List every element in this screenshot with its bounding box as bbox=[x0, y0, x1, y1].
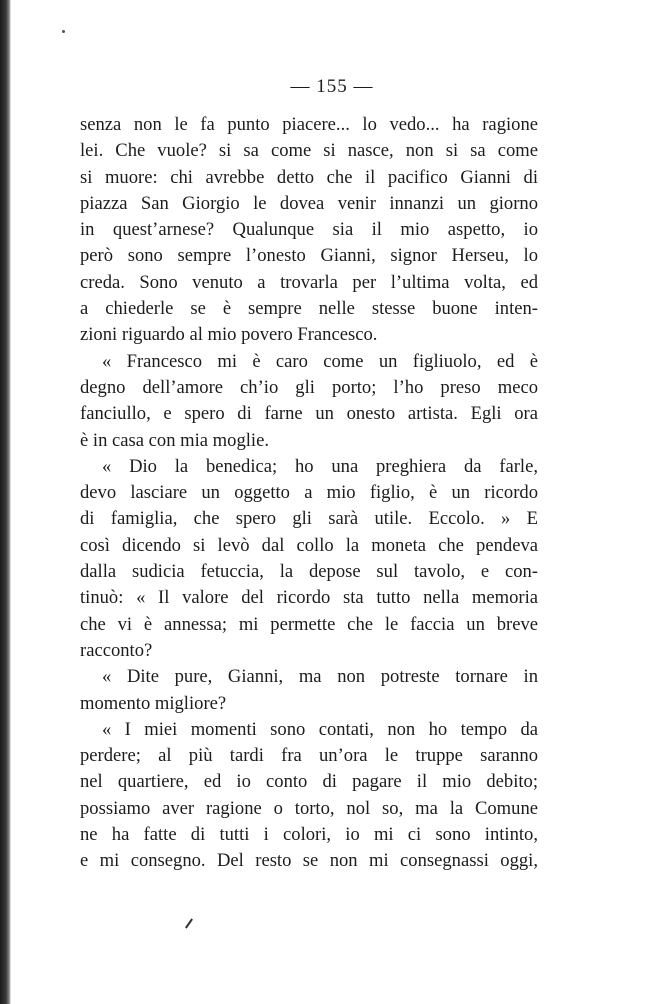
stray-ink-mark bbox=[185, 918, 193, 928]
page-binding-shadow bbox=[0, 0, 11, 1004]
paper-speck bbox=[62, 30, 65, 33]
text-line: fanciullo, e spero di farne un onesto artista. Egli ora bbox=[80, 403, 538, 425]
text-line: lei. Che vuole? si sa come si nasce, non si sa come bbox=[80, 140, 538, 162]
text-line: degno dell’amore ch’io gli porto; l’ho preso meco bbox=[80, 376, 538, 398]
text-line: a chiederle se è sempre nelle stesse buone inten- bbox=[80, 298, 538, 320]
text-line: « Francesco mi è caro come un figliuolo, ed è bbox=[102, 350, 538, 372]
body-text bbox=[80, 112, 538, 875]
text-line: che vi è annessa; mi permette che le faccia un breve bbox=[80, 613, 538, 635]
text-line: è in casa con mia moglie. bbox=[80, 429, 269, 451]
text-line: senza non le fa punto piacere... lo vedo... ha ragione bbox=[80, 114, 538, 135]
text-line: creda. Sono venuto a trovarla per l’ultima volta, ed bbox=[80, 271, 538, 293]
page-number: — 155 — bbox=[290, 76, 374, 97]
text-line: « Dio la benedica; ho una preghiera da farle, bbox=[102, 455, 538, 477]
text-line: nel quartiere, ed io conto di pagare il mio debito; bbox=[80, 771, 538, 793]
text-line: racconto? bbox=[80, 639, 153, 661]
text-line: di famiglia, che spero gli sarà utile. Eccolo. » E bbox=[80, 508, 538, 530]
text-line: e mi consegno. Del resto se non mi consegnassi oggi, bbox=[80, 850, 538, 872]
text-line: « I miei momenti sono contati, non ho tempo da bbox=[102, 718, 538, 740]
text-line: in quest’arnese? Qualunque sia il mio aspetto, io bbox=[80, 219, 538, 241]
text-line: « Dite pure, Gianni, ma non potreste tornare in bbox=[102, 666, 538, 688]
text-line: possiamo aver ragione o torto, nol so, ma la Comune bbox=[80, 797, 538, 819]
text-line: ne ha fatte di tutti i colori, io mi ci sono intinto, bbox=[80, 824, 538, 846]
text-line: però sono sempre l’onesto Gianni, signor Herseu, lo bbox=[80, 245, 538, 267]
text-line: momento migliore? bbox=[80, 692, 227, 714]
text-line: piazza San Giorgio le dovea venir innanzi un giorno bbox=[80, 192, 538, 214]
text-line: devo lasciare un oggetto a mio figlio, è un ricordo bbox=[80, 482, 538, 504]
text-line: così dicendo si levò dal collo la moneta che pendeva bbox=[80, 534, 538, 556]
text-line: perdere; al più tardi fra un’ora le truppe saranno bbox=[80, 745, 538, 767]
text-line: tinuò: « Il valore del ricordo sta tutto nella memoria bbox=[80, 587, 538, 609]
text-line: dalla sudicia fetuccia, la depose sul tavolo, e con- bbox=[80, 561, 538, 583]
text-line: zioni riguardo al mio povero Francesco. bbox=[80, 324, 378, 346]
text-line: si muore: chi avrebbe detto che il pacifico Gianni di bbox=[80, 166, 538, 188]
